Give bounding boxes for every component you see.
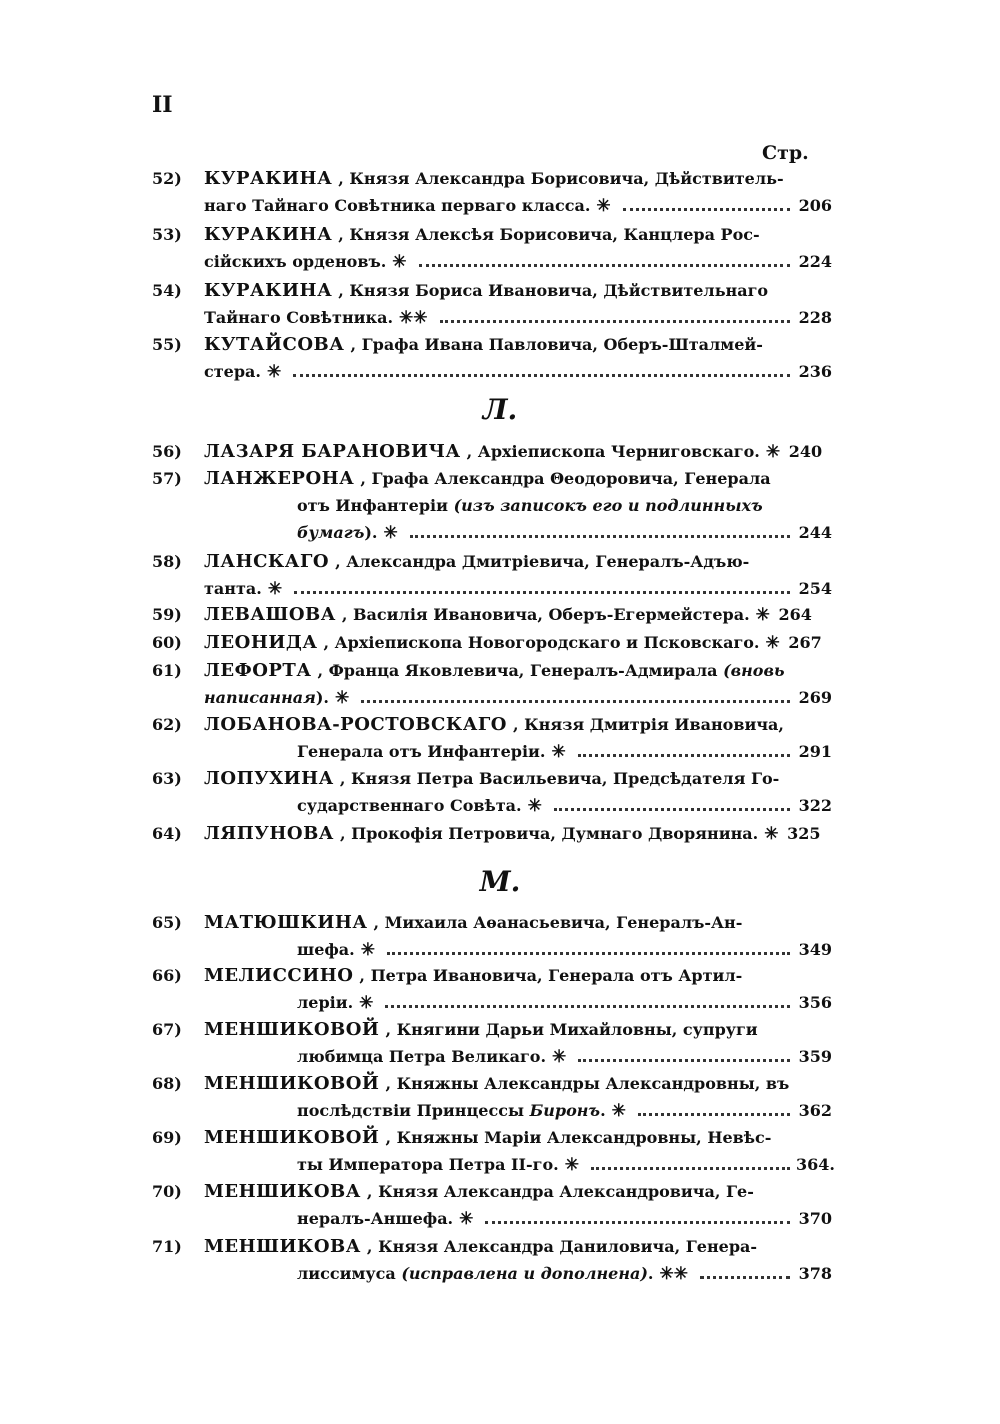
asterisk-mark-icon: ✳ [551, 742, 566, 762]
entry-name: КУРАКИНА [204, 168, 333, 189]
asterisk-mark-icon: ✳ [266, 362, 282, 382]
entry-page: 362 [798, 1101, 832, 1120]
asterisk-mark-icon: ✳ [527, 796, 542, 816]
entry-name: КУРАКИНА [204, 280, 333, 301]
asterisk-mark-icon: ✳ [611, 1101, 626, 1121]
entry-page: 322 [798, 796, 832, 815]
entry-page: 370 [798, 1209, 832, 1228]
asterisk-mark-icon: ✳ [334, 688, 350, 708]
entry-page: 264 [778, 605, 812, 624]
entry-name: ЛОБАНОВА-РОСТОВСКАГО [204, 714, 507, 735]
toc-entry: 67) МЕНШИКОВОЙ , Княгини Дарьи Михайловны, супруги любимца Петра Великаго. ✳ 359 [152, 1016, 832, 1070]
toc-entry: 55) КУТАЙСОВА , Графа Ивана Павловича, Оберъ-Шталмей- стера. ✳ 236 [152, 331, 832, 385]
entry-name: МЕНШИКОВОЙ [204, 1019, 380, 1040]
entry-name: МЕНШИКОВОЙ [204, 1073, 380, 1094]
entry-page: 206 [798, 196, 832, 215]
entry-name: ЛЕФОРТА [204, 660, 312, 681]
entry-name: КУТАЙСОВА [204, 334, 345, 355]
section-letter-l: Л. [482, 393, 518, 426]
entry-page: 359 [798, 1047, 832, 1066]
toc-entry: 68) МЕНШИКОВОЙ , Княжны Александры Александровны, въ послѣдствiи Принцессы Биронъ . ✳ 362 [152, 1070, 832, 1124]
asterisk-mark-icon: ✳ [552, 1047, 567, 1067]
asterisk-mark-icon: ✳ [755, 605, 770, 625]
toc-entry: 62) ЛОБАНОВА-РОСТОВСКАГО , Князя Дмитрiя Ивановича, Генерала отъ Инфантерiи. ✳ 291 [152, 711, 832, 765]
asterisk-mark-icon: ✳ [383, 523, 398, 543]
entry-name: МЕНШИКОВА [204, 1181, 361, 1202]
entry-page: 236 [798, 362, 832, 381]
asterisk-mark-icon: ✳ [596, 196, 611, 216]
asterisk-mark-icon: ✳ [765, 442, 781, 462]
entry-page: 240 [788, 442, 823, 461]
asterisk-mark-icon: ✳ [267, 579, 283, 599]
asterisk-mark-icon: ✳ [459, 1209, 474, 1229]
entry-name: МЕНШИКОВА [204, 1236, 361, 1257]
entry-name: ЛОПУХИНА [204, 768, 334, 789]
toc-entry: 54) КУРАКИНА , Князя Бориса Ивановича, Дѣйствительнаго Тайнаго Совѣтника. ✳✳ 228 [152, 277, 832, 331]
asterisk-mark-icon: ✳✳ [659, 1264, 688, 1284]
entry-page: 244 [798, 523, 832, 542]
toc-entry: 53) КУРАКИНА , Князя Алексѣя Борисовича, Канцлера Рос- сiйскихъ орденовъ. ✳ 224 [152, 221, 832, 275]
asterisk-mark-icon: ✳✳ [399, 308, 428, 328]
entry-page: 267 [788, 633, 822, 652]
entry-page: 349 [798, 940, 832, 959]
entry-name: КУРАКИНА [204, 224, 333, 245]
toc-entry: 71) МЕНШИКОВА , Князя Александра Даниловича, Генера- лиссимуса (исправлена и дополнена) . ✳✳ 378 [152, 1233, 832, 1287]
toc-entry: 57) ЛАНЖЕРОНА , Графа Александра Θеодоровича, Генерала отъ Инфантерiи (изъ записокъ его и подлинныхъ бумагъ ). ✳ 244 [152, 465, 832, 546]
toc-entry: 69) МЕНШИКОВОЙ , Княжны Марiи Александровны, Невѣс- ты Императора Петра II-го. ✳ 364. [152, 1124, 832, 1178]
entry-name: МАТЮШКИНА [204, 912, 368, 933]
toc-entry: 66) МЕЛИССИНО , Петра Ивановича, Генерала отъ Артил- лерiи. ✳ 356 [152, 962, 832, 1016]
asterisk-mark-icon: ✳ [765, 633, 780, 653]
toc-entry: 65) МАТЮШКИНА , Михаила Аѳанасьевича, Генералъ-Ан- шефа. ✳ 349 [152, 909, 832, 963]
toc-entry: 61) ЛЕФОРТА , Франца Яковлевича, Генералъ-Адмирала (вновь написанная ). ✳ 269 [152, 657, 832, 711]
entry-page: 269 [798, 688, 832, 707]
entry-number: 52) [152, 169, 182, 188]
entry-name: ЛЕВАШОВА [204, 604, 336, 625]
toc-entry: 70) МЕНШИКОВА , Князя Александра Александровича, Ге- нералъ-Аншефа. ✳ 370 [152, 1178, 832, 1232]
entry-name: ЛЕОНИДА [204, 632, 318, 653]
entry-name: ЛАНЖЕРОНА [204, 468, 355, 489]
toc-entry: 64) ЛЯПУНОВА , Прокофiя Петровича, Думнаго Дворянина. ✳ 325 [152, 820, 832, 847]
entry-page: 378 [798, 1264, 832, 1283]
entry-page: 224 [798, 252, 832, 271]
toc-entry: 59) ЛЕВАШОВА , Василiя Ивановича, Оберъ-Егермейстера. ✳ 264 [152, 601, 832, 628]
entry-page: 291 [798, 742, 832, 761]
asterisk-mark-icon: ✳ [360, 940, 375, 960]
section-letter-m: М. [479, 865, 521, 898]
entry-name: ЛЯПУНОВА [204, 823, 334, 844]
page-column-label: Стр. [762, 142, 809, 164]
entry-page: 325 [787, 824, 821, 843]
entry-name: ЛАЗАРЯ БАРАНОВИЧА [204, 441, 461, 462]
entry-page: 356 [798, 993, 832, 1012]
entry-name: МЕНШИКОВОЙ [204, 1127, 380, 1148]
entry-page: 364. [796, 1155, 835, 1174]
entry-name: ЛАНСКАГО [204, 551, 330, 572]
entry-name: МЕЛИССИНО [204, 965, 354, 986]
toc-entry: 58) ЛАНСКАГО , Александра Дмитрiевича, Генералъ-Адъю- танта. ✳ 254 [152, 548, 832, 602]
leader-dots [623, 208, 790, 211]
toc-entry: 56) ЛАЗАРЯ БАРАНОВИЧА , Архiепископа Черниговскаго. ✳ 240 [152, 438, 832, 465]
asterisk-mark-icon: ✳ [564, 1155, 579, 1175]
entry-page: 228 [798, 308, 832, 327]
page-number: II [152, 92, 173, 118]
asterisk-mark-icon: ✳ [764, 824, 779, 844]
asterisk-mark-icon: ✳ [392, 252, 407, 272]
asterisk-mark-icon: ✳ [359, 993, 374, 1013]
toc-entry: 60) ЛЕОНИДА , Архiепископа Новогородскаго и Псковскаго. ✳ 267 [152, 629, 832, 656]
toc-entry: 52) КУРАКИНА , Князя Александра Борисовича, Дѣйствитель- наго Тайнаго Совѣтника перваго класса. ✳ 206 [152, 165, 832, 219]
toc-entry: 63) ЛОПУХИНА , Князя Петра Васильевича, Предсѣдателя Го- сударственнаго Совѣта. ✳ 322 [152, 765, 832, 819]
entry-page: 254 [798, 579, 832, 598]
